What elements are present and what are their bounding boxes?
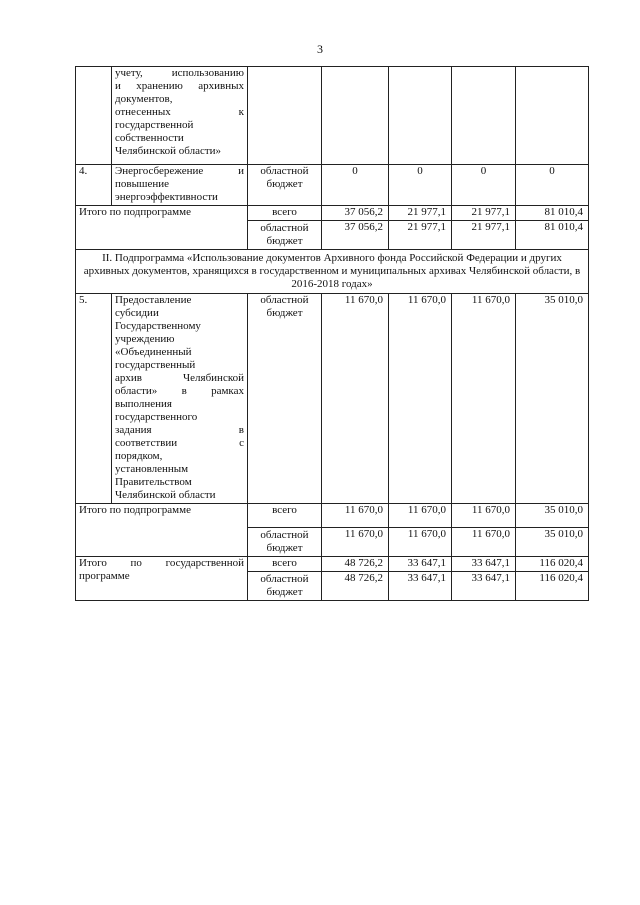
- name-line: государственного: [115, 411, 198, 423]
- value-2018: 0: [452, 165, 516, 206]
- funding-source: всего: [248, 557, 322, 572]
- funding-source: областной бюджет: [248, 294, 322, 504]
- value-total: 35 010,0: [516, 504, 589, 528]
- name-line: Предоставление: [115, 294, 192, 306]
- cont-line: собственности: [115, 132, 184, 144]
- subprogram1-total-row-a: [76, 206, 589, 221]
- name-line: Правительством: [115, 476, 192, 488]
- value-2017: 11 670,0: [389, 294, 452, 504]
- name-line: «Объединенный: [115, 346, 192, 358]
- program-total-label: [76, 557, 248, 601]
- value-2016: 48 726,2: [322, 572, 389, 601]
- funding-source: областной бюджет: [248, 221, 322, 250]
- row-name-cell: [112, 294, 248, 504]
- name-line: государственный: [115, 359, 196, 371]
- name-line: энергоэффективности: [115, 191, 218, 203]
- name-line: повышение: [115, 178, 169, 190]
- name-line: выполнения: [115, 398, 172, 410]
- row-number: 5.: [76, 294, 112, 504]
- name-line: архив Челябинской: [115, 372, 244, 384]
- name-line: области» в рамках: [115, 385, 244, 397]
- row-name-cell: [112, 165, 248, 206]
- value-2017: 0: [389, 165, 452, 206]
- budget-table: [75, 66, 589, 601]
- value-2018: 21 977,1: [452, 206, 516, 221]
- value-total: 81 010,4: [516, 206, 589, 221]
- funding-source: всего: [248, 206, 322, 221]
- value-2017: 33 647,1: [389, 557, 452, 572]
- name-line: установленным: [115, 463, 189, 475]
- table-row-4: [76, 165, 589, 206]
- name-line: порядком,: [115, 450, 163, 462]
- value-2016: 37 056,2: [322, 221, 389, 250]
- name-line: Государственному: [115, 320, 201, 332]
- value-2017: 11 670,0: [389, 528, 452, 557]
- table-row-continuation: [76, 67, 589, 165]
- value-2016: 48 726,2: [322, 557, 389, 572]
- value-2018: 11 670,0: [452, 528, 516, 557]
- program-total-label-line1: Итого по государственной: [79, 557, 244, 569]
- subprogram2-total-label: Итого по подпрограмме: [76, 504, 248, 557]
- value-2016: 11 670,0: [322, 504, 389, 528]
- section2-title: II. Подпрограмма «Использование документов Архивного фонда Российской Федерации и других архивных документов, хранящихся в государственном и муниципальных архивах Челябинской области, в 2016-2018 годах»: [76, 250, 589, 294]
- continuation-name-cell: [112, 67, 248, 165]
- funding-source: областной бюджет: [248, 572, 322, 601]
- name-line: соответствии с: [115, 437, 244, 449]
- row-number: 4.: [76, 165, 112, 206]
- value-2016: 11 670,0: [322, 528, 389, 557]
- cont-line: отнесенных к: [115, 106, 244, 118]
- value-2016: 37 056,2: [322, 206, 389, 221]
- subprogram1-total-label: Итого по подпрограмме: [76, 206, 248, 250]
- cont-line: государственной: [115, 119, 194, 131]
- funding-source: областной бюджет: [248, 528, 322, 557]
- table-row-5: [76, 294, 589, 504]
- program-total-label-line2: программе: [79, 570, 130, 582]
- value-2016: 0: [322, 165, 389, 206]
- value-total: 116 020,4: [516, 572, 589, 601]
- value-2017: 33 647,1: [389, 572, 452, 601]
- cont-line: документов,: [115, 93, 173, 105]
- name-line: субсидии: [115, 307, 159, 319]
- value-total: 35 010,0: [516, 294, 589, 504]
- value-2018: 33 647,1: [452, 557, 516, 572]
- value-2017: 11 670,0: [389, 504, 452, 528]
- name-line: Челябинской области: [115, 489, 216, 501]
- value-total: 0: [516, 165, 589, 206]
- cont-line: и хранению архивных: [115, 80, 244, 92]
- funding-source: всего: [248, 504, 322, 528]
- value-total: 35 010,0: [516, 528, 589, 557]
- value-2017: 21 977,1: [389, 221, 452, 250]
- name-line: Энергосбережение и: [115, 165, 244, 177]
- value-2018: 33 647,1: [452, 572, 516, 601]
- cont-line: Челябинской области»: [115, 145, 222, 157]
- subprogram2-total-row-a: [76, 504, 589, 528]
- value-2016: 11 670,0: [322, 294, 389, 504]
- cont-line: учету, использованию: [115, 67, 244, 79]
- value-total: 81 010,4: [516, 221, 589, 250]
- name-line: задания в: [115, 424, 244, 436]
- name-line: учреждению: [115, 333, 175, 345]
- program-total-row-a: [76, 557, 589, 572]
- value-total: 116 020,4: [516, 557, 589, 572]
- value-2018: 11 670,0: [452, 504, 516, 528]
- value-2017: 21 977,1: [389, 206, 452, 221]
- value-2018: 11 670,0: [452, 294, 516, 504]
- page-number: 3: [317, 42, 323, 56]
- value-2018: 21 977,1: [452, 221, 516, 250]
- funding-source: областной бюджет: [248, 165, 322, 206]
- section-heading-row: [76, 250, 589, 294]
